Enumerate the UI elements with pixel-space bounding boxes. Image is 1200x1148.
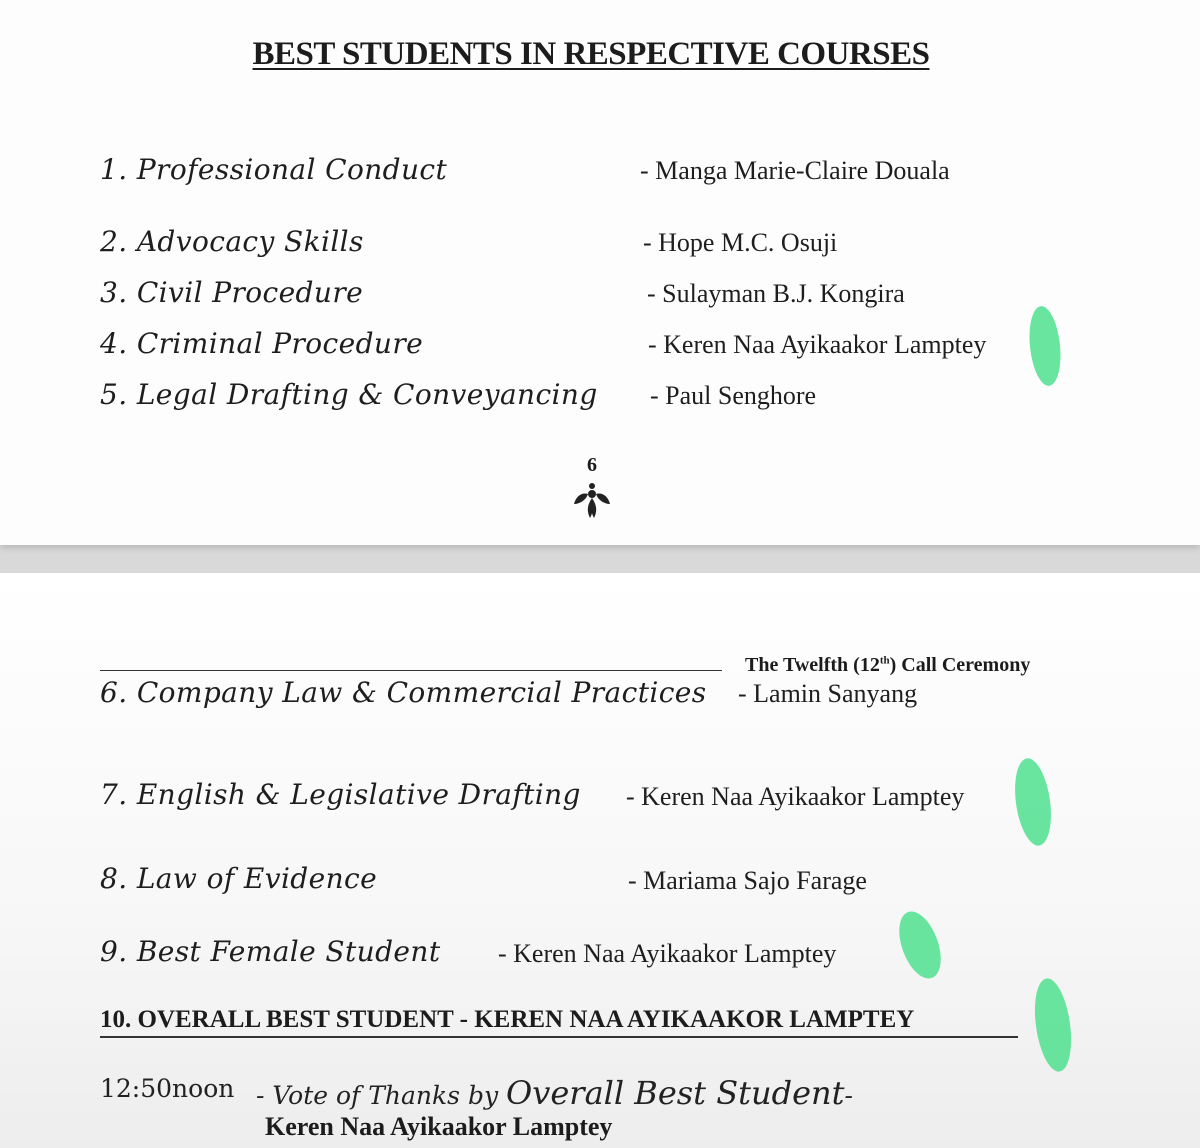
header-rule	[100, 670, 722, 671]
award-student: - Sulayman B.J. Kongira	[647, 279, 905, 308]
page-title: BEST STUDENTS IN RESPECTIVE COURSES	[252, 36, 930, 72]
page-number: 6	[587, 454, 597, 476]
award-course: 9. Best Female Student	[100, 935, 441, 968]
award-course: 1. Professional Conduct	[100, 153, 448, 186]
award-student: - Paul Senghore	[650, 381, 817, 410]
award-student: - Mariama Sajo Farage	[628, 866, 867, 895]
award-student: - Manga Marie-Claire Douala	[640, 156, 950, 185]
award-student: - Hope M.C. Osuji	[643, 228, 838, 257]
highlight-mark	[1026, 305, 1064, 388]
award-student: - Lamin Sanyang	[738, 679, 918, 708]
award-student: - Keren Naa Ayikaakor Lamptey	[648, 330, 987, 359]
award-course: 5. Legal Drafting & Conveyancing	[100, 378, 598, 411]
award-course: 2. Advocacy Skills	[100, 225, 364, 258]
award-course: 6. Company Law & Commercial Practices	[100, 676, 707, 709]
vote-of-thanks-time: 12:50noon	[100, 1074, 235, 1103]
award-student: - Keren Naa Ayikaakor Lamptey	[626, 782, 965, 811]
vote-of-thanks-name: Keren Naa Ayikaakor Lamptey	[265, 1112, 613, 1141]
award-course: 8. Law of Evidence	[100, 862, 378, 895]
award-course: 3. Civil Procedure	[100, 276, 364, 309]
award-course: 7. English & Legislative Drafting	[100, 778, 581, 811]
vote-of-thanks-text: - Vote of Thanks by Overall Best Student-	[256, 1074, 853, 1112]
page-ornament	[570, 454, 614, 526]
running-header: The Twelfth (12th) Call Ceremony	[745, 654, 1031, 676]
overall-best-student: 10. OVERALL BEST STUDENT - KEREN NAA AYIKAAKOR LAMPTEY	[100, 1006, 1018, 1038]
award-course: 4. Criminal Procedure	[100, 327, 424, 360]
award-student: - Keren Naa Ayikaakor Lamptey	[498, 939, 837, 968]
page-top	[0, 0, 1200, 545]
